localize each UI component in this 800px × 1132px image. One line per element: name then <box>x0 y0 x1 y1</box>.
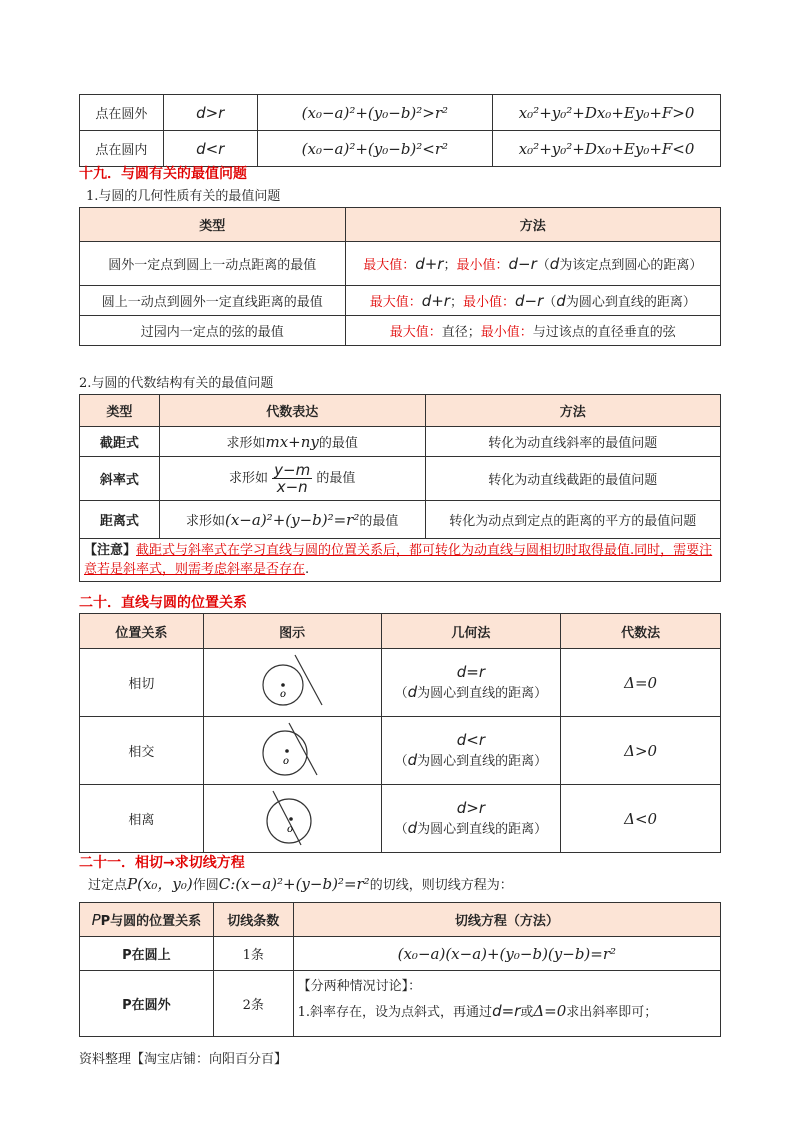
table-row <box>80 457 721 501</box>
min-value: 与过该点的直径垂直的弦 <box>532 325 676 340</box>
separator: ； <box>449 295 463 310</box>
intro-suffix: 的切线，则切线方程为： <box>369 878 513 893</box>
note-d: d <box>556 292 566 310</box>
method-or: 或 <box>520 1005 534 1020</box>
note-d: d <box>407 818 418 837</box>
expr-formula: (x−a)²+(y−b)²=r² <box>225 511 360 529</box>
header-type: 类型 <box>80 395 160 427</box>
geo-note: 为圆心到直线的距离） <box>417 685 548 701</box>
method-line-2 <box>298 999 716 1025</box>
section-19-subtitle-2: 2.与圆的代数结构有关的最值问题 <box>79 376 274 391</box>
header-geometric: 几何法 <box>381 614 561 649</box>
note-d: d <box>407 682 418 701</box>
method-condition-2: Δ=0 <box>533 1002 567 1020</box>
section-21-title: 二十一．相切→求切线方程 <box>79 855 245 871</box>
intro-middle: 作圆 <box>192 878 219 893</box>
table-row <box>80 937 721 971</box>
method-cell <box>345 316 720 346</box>
type-cell: 圆外一定点到圆上一动点距离的最值 <box>80 242 346 286</box>
type-cell: 圆上一动点到圆外一定直线距离的最值 <box>80 286 346 316</box>
min-label: 最小值： <box>480 325 533 340</box>
note-text: 为圆心到直线的距离） <box>565 295 696 310</box>
note-text: 截距式与斜率式在学习直线与圆的位置关系后，都可转化为动直线与圆相切时取得最值.同时，需要注意若是斜率式，则需考虑斜率是否存在 <box>84 543 713 577</box>
section-21-intro <box>88 872 513 898</box>
header-position-text: P与圆的位置关系 <box>100 914 202 929</box>
center-label: o <box>287 823 294 835</box>
type-cell: 截距式 <box>80 427 160 457</box>
max-label: 最大值： <box>363 258 416 273</box>
expr-suffix: 的最值 <box>316 471 356 486</box>
expression-cell <box>159 501 425 539</box>
method-line-1: 【分两种情况讨论】： <box>297 979 422 994</box>
type-cell: 距离式 <box>80 501 160 539</box>
geometric-cell <box>381 785 561 853</box>
expr-suffix: 的最值 <box>318 436 358 451</box>
header-type: 类型 <box>80 208 346 242</box>
max-value: d+r <box>415 255 444 273</box>
note-d: d <box>549 255 560 273</box>
geo-condition: d>r <box>456 798 486 817</box>
max-label: 最大值： <box>389 325 442 340</box>
algebraic-max-table <box>79 394 721 582</box>
equation-cell: (x₀−a)(x−a)+(y₀−b)(y−b)=r² <box>293 937 720 971</box>
method-condition-1: d=r <box>492 1002 521 1020</box>
algebraic-cell: Δ=0 <box>561 649 721 717</box>
method-cell: 转化为动直线斜率的最值问题 <box>425 427 720 457</box>
diagram-cell <box>203 785 381 853</box>
note-row <box>80 539 721 582</box>
header-position: PP与圆的位置关系 <box>80 903 214 937</box>
header-relation: 位置关系 <box>80 614 204 649</box>
relation-cell: 相切 <box>80 649 204 717</box>
header-method: 方法 <box>425 395 720 427</box>
pos-cell: 点在圆外 <box>80 95 164 131</box>
note-open: （ <box>543 295 557 310</box>
relation-cell: 相离 <box>80 785 204 853</box>
algebraic-cell: Δ>0 <box>561 717 721 785</box>
position-cell: P在圆外 <box>80 971 214 1037</box>
note-cell: 【注意】截距式与斜率式在学习直线与圆的位置关系后，都可转化为动直线与圆相切时取得最值.同时，需要注意若是斜率式，则需考虑斜率是否存在. <box>80 539 721 582</box>
method-cell <box>345 286 720 316</box>
cond-cell: d>r <box>163 95 257 131</box>
header-expression: 代数表达 <box>159 395 425 427</box>
geometric-cell <box>381 649 561 717</box>
table-row <box>80 501 721 539</box>
center-label: o <box>280 688 287 700</box>
header-algebraic: 代数法 <box>561 614 721 649</box>
min-value: d−r <box>515 292 544 310</box>
table-row <box>80 649 721 717</box>
geo-note: 为圆心到直线的距离） <box>417 753 548 769</box>
eq2-cell: x₀²+y₀²+Dx₀+Ey₀+F>0 <box>493 95 721 131</box>
max-label: 最大值： <box>369 295 422 310</box>
equation-cell <box>293 971 720 1037</box>
header-method: 方法 <box>345 208 720 242</box>
min-value: d−r <box>508 255 537 273</box>
header-diagram: 图示 <box>203 614 381 649</box>
table-row <box>80 286 721 316</box>
geo-note: 为圆心到直线的距离） <box>417 821 548 837</box>
section-19-subtitle-1: 1.与圆的几何性质有关的最值问题 <box>86 189 281 204</box>
note-label: 【注意】 <box>84 543 137 558</box>
min-label: 最小值： <box>456 258 509 273</box>
geo-condition: d=r <box>456 662 486 681</box>
method-cell: 转化为动点到定点的距离的平方的最值问题 <box>425 501 720 539</box>
note-text: 为该定点到圆心的距离） <box>559 258 703 273</box>
diagram-cell <box>203 717 381 785</box>
point-circle-table <box>79 94 721 167</box>
geometric-cell <box>381 717 561 785</box>
fraction-numerator: y−m <box>274 461 311 479</box>
tangent-line-table <box>79 902 721 1037</box>
intersect-diagram <box>247 721 337 781</box>
fraction-denominator: x−n <box>276 478 308 496</box>
geo-condition: d<r <box>456 730 486 749</box>
center-label: o <box>283 755 290 767</box>
diagram-cell <box>203 649 381 717</box>
separator: ； <box>443 258 457 273</box>
header-count: 切线条数 <box>213 903 293 937</box>
type-cell: 过园内一定点的弦的最值 <box>80 316 346 346</box>
max-value: d+r <box>421 292 450 310</box>
paren-open: （ <box>394 685 408 701</box>
count-cell: 1条 <box>213 937 293 971</box>
cond-cell: d<r <box>163 131 257 167</box>
table-row <box>80 95 721 131</box>
paren-open: （ <box>394 753 408 769</box>
max-value: 直径； <box>441 325 481 340</box>
line-circle-table <box>79 613 721 853</box>
algebraic-cell: Δ<0 <box>561 785 721 853</box>
pos-cell: 点在圆内 <box>80 131 164 167</box>
geometric-max-table <box>79 207 721 346</box>
expr-prefix: 求形如 <box>226 436 266 451</box>
intro-prefix: 过定点 <box>88 878 128 893</box>
intro-circle: C:(x−a)²+(y−b)²=r² <box>218 875 370 893</box>
method-line-2-suffix: 求出斜率即可； <box>566 1005 658 1020</box>
eq2-cell: x₀²+y₀²+Dx₀+Ey₀+F<0 <box>493 131 721 167</box>
eq1-cell: (x₀−a)²+(y₀−b)²>r² <box>257 95 493 131</box>
note-open: （ <box>536 258 550 273</box>
expr-prefix: 求形如 <box>229 471 269 486</box>
fraction <box>272 462 312 495</box>
section-20-title: 二十．直线与圆的位置关系 <box>79 595 247 611</box>
intro-point: P(x₀，y₀) <box>127 875 193 893</box>
expr-suffix: 的最值 <box>359 514 399 529</box>
count-cell: 2条 <box>213 971 293 1037</box>
expr-formula: mx+ny <box>265 433 319 451</box>
paren-open: （ <box>394 821 408 837</box>
expression-cell <box>159 457 425 501</box>
separate-diagram <box>247 789 337 849</box>
table-row <box>80 242 721 286</box>
note-d: d <box>407 750 418 769</box>
min-label: 最小值： <box>463 295 516 310</box>
relation-cell: 相交 <box>80 717 204 785</box>
table-row <box>80 131 721 167</box>
table-row <box>80 785 721 853</box>
expr-prefix: 求形如 <box>185 514 225 529</box>
table-row <box>80 427 721 457</box>
method-line-2-prefix: 1.斜率存在，设为点斜式，再通过 <box>297 1005 493 1020</box>
header-equation: 切线方程（方法） <box>293 903 720 937</box>
expression-cell <box>159 427 425 457</box>
section-19-title: 十九．与圆有关的最值问题 <box>79 166 247 182</box>
table-row <box>80 717 721 785</box>
table-row <box>80 316 721 346</box>
tangent-diagram <box>247 653 337 713</box>
position-cell: P在圆上 <box>80 937 214 971</box>
type-cell: 斜率式 <box>80 457 160 501</box>
footer-text: 资料整理【淘宝店铺：向阳百分百】 <box>79 1052 288 1067</box>
method-cell: 转化为动直线截距的最值问题 <box>425 457 720 501</box>
table-row <box>80 971 721 1037</box>
eq1-cell: (x₀−a)²+(y₀−b)²<r² <box>257 131 493 167</box>
method-cell <box>345 242 720 286</box>
